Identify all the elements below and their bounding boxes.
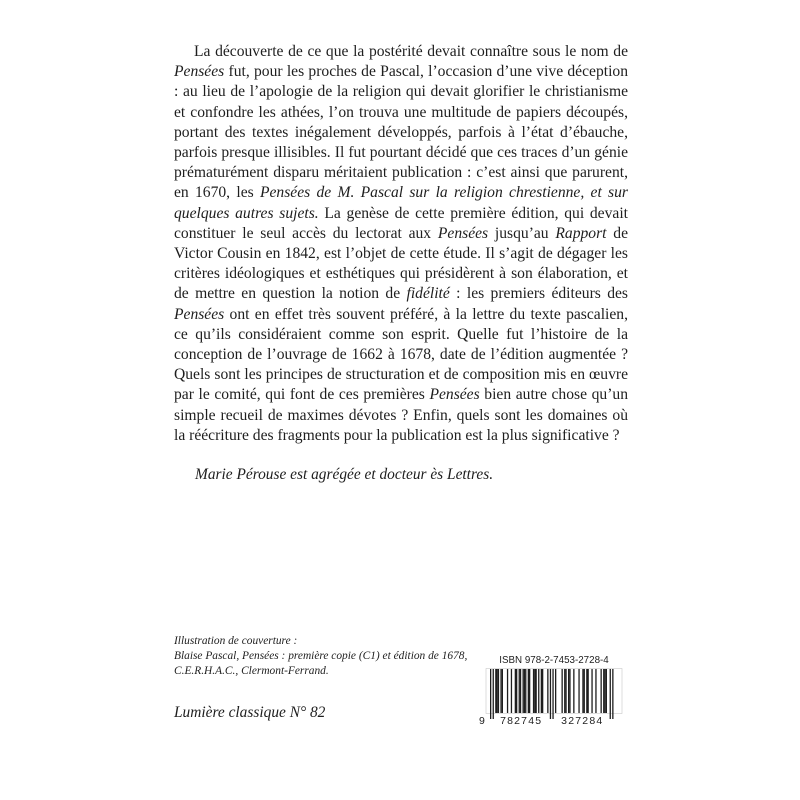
blurb-text: La genèse de cette première édition, qui devait constituer le seul accès du lectorat aux (174, 204, 628, 242)
barcode-bar (500, 669, 501, 713)
barcode-bar (550, 669, 551, 719)
barcode-bar (516, 669, 517, 713)
barcode-bar (591, 669, 592, 713)
blurb-text: fut, pour les proches de Pascal, l’occasion d’une vive déception : au lieu de l’apologie de la religion qui devait glorifier le christianisme et confondre les athées, l’on trouva une multitude de papiers découpés, portant des textes inégalement développés, parfois à l’état d’ébauche, parfois presque illisibles. Il fut pourtant décidé que ces traces d’un génie prématurément disparu méritaient publication : c’est ainsi que parurent, en 1670, les (174, 63, 628, 202)
barcode-bar (529, 669, 530, 713)
barcode-bar (490, 669, 491, 719)
barcode-bar (515, 669, 516, 713)
cover-credits-line: Illustration de couverture : (174, 635, 298, 647)
barcode-digits: 782745 (500, 715, 543, 726)
isbn-label: ISBN 978-2-7453-2728-4 (499, 655, 609, 666)
barcode-bar (493, 669, 494, 719)
isbn-barcode (478, 655, 630, 726)
cover-credits-line: C.E.R.H.A.C., Clermont-Ferrand. (174, 665, 329, 678)
barcode-bar (502, 669, 503, 713)
blurb-paragraph (174, 42, 628, 446)
barcode-bar (524, 669, 525, 713)
barcode-bar (520, 669, 521, 713)
barcode-bar (562, 669, 563, 713)
blurb-text: : les premiers éditeurs des (449, 285, 628, 303)
barcode-digits: 327284 (561, 715, 604, 726)
barcode-bar (525, 669, 526, 713)
barcode-bar (610, 669, 611, 719)
blurb-text: La découverte de ce que la postérité devait connaître sous le nom de (194, 43, 628, 60)
cover-credits-line: Blaise Pascal, Pensées : première copie (C1) et édition de 1678, (174, 650, 468, 663)
barcode-bar (541, 669, 542, 713)
barcode-bar (603, 669, 604, 713)
barcode-bar (555, 669, 556, 713)
barcode-bar (578, 669, 579, 713)
barcode-bar (511, 669, 512, 713)
barcode-bar (569, 669, 570, 713)
barcode-bar (564, 669, 565, 713)
barcode-bar (606, 669, 607, 713)
blurb-title-pensees: Pensées (429, 386, 480, 404)
barcode-bar (601, 669, 602, 713)
barcode-bar (584, 669, 585, 713)
barcode-bar (536, 669, 537, 713)
author-note: Marie Pérouse est agrégée et docteur ès Lettres. (195, 466, 494, 483)
barcode-bar (519, 669, 520, 713)
blurb-text: de Victor Cousin en 1842, est l’objet de cette étude. Il s’agit de dégager les critères idéologiques et esthétiques qui présidèrent à son élaboration, et de mettre en question la notion de (174, 224, 628, 303)
blurb-title-pensees: Pensées (174, 305, 225, 323)
cover-credits (174, 634, 494, 680)
barcode-bar (498, 669, 499, 713)
barcode-bar (568, 669, 569, 713)
barcode-bar (495, 669, 496, 713)
barcode-bar (538, 669, 539, 713)
barcode-digits: 9 (478, 715, 486, 726)
barcode-bar (595, 669, 596, 713)
blurb-text: jusqu’au (488, 224, 556, 242)
barcode-bar (588, 669, 589, 713)
barcode-bar (534, 669, 535, 713)
barcode-bar (533, 669, 534, 713)
blurb-text: bien autre chose qu’un simple recueil de maximes dévotes ? Enfin, quels sont les domaines où la réécriture des fragments pour la publication est la plus significative ? (174, 386, 628, 444)
barcode-bar (497, 669, 498, 713)
barcode-bar (582, 669, 583, 713)
blurb-text: ont en effet très souvent préféré, à la lettre du texte pascalien, ce qu’ils considéraient comme son esprit. Quelle fut l’histoire de la conception de l’ouvrage de 1662 à 1678, date de l’édition augmentée ? Quels sont les principes de structuration et de composition mis en œuvre par le comité, qui font de ces premières (174, 305, 628, 404)
barcode-bar (573, 669, 574, 713)
blurb-term-fidelite: fidélité (406, 285, 450, 303)
series-label: Lumière classique N° 82 (174, 704, 326, 721)
barcode-graphic (478, 668, 630, 726)
blurb-title-pensees: Pensées (437, 224, 489, 242)
barcode-bar (547, 669, 548, 713)
barcode-bar (552, 669, 553, 719)
barcode-bar (565, 669, 566, 713)
barcode-bar (542, 669, 543, 713)
barcode-bar (586, 669, 587, 713)
barcode-bar (523, 669, 524, 713)
blurb-title-rapport: Rapport (555, 224, 607, 242)
barcode-bar (507, 669, 508, 713)
blurb-title-pensees: Pensées (174, 63, 225, 81)
barcode-bar (528, 669, 529, 713)
barcode-bar (612, 669, 613, 719)
barcode-bar (604, 669, 605, 713)
blurb-title-full: Pensées de M. Pascal sur la religion chrestienne, et sur quelques autres sujets. (174, 184, 628, 222)
